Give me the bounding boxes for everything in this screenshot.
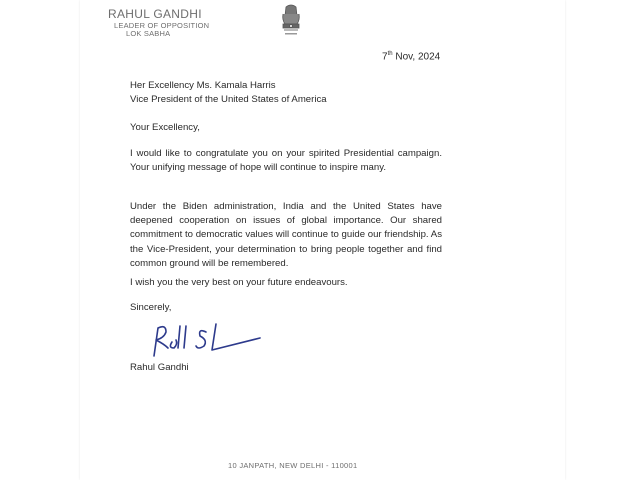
paragraph-3: I wish you the very best on your future endeavours.: [130, 277, 348, 288]
letterhead-footer-address: 10 JANPATH, NEW DELHI - 110001: [228, 461, 358, 470]
national-emblem-icon: [278, 4, 304, 44]
handwritten-signature: [144, 318, 262, 362]
closing: Sincerely,: [130, 302, 172, 313]
letterhead-house: LOK SABHA: [126, 29, 171, 39]
recipient-address: [130, 79, 442, 107]
salutation: Your Excellency,: [130, 122, 200, 133]
date-day: 7: [382, 51, 388, 63]
recipient-line-1: Her Excellency Ms. Kamala Harris: [130, 80, 276, 91]
letterhead: [108, 8, 209, 39]
paragraph-1: I would like to congratulate you on your spirited Presidential campaign. Your unifying message of hope will continue to inspire many.: [130, 148, 442, 174]
recipient-line-2: Vice President of the United States of America: [130, 94, 327, 106]
date-suffix: th: [387, 51, 393, 57]
date-rest: Nov, 2024: [392, 51, 441, 63]
letter-date: [382, 51, 440, 62]
signer-name: Rahul Gandhi: [130, 362, 189, 373]
paragraph-2: Under the Biden administration, India and the United States have deepened cooperation on issues of global importance. Our shared commitment to democratic values will continue to guide our friendship. As the Vice-President, your determination to bring people together and find common ground will be remembered.: [130, 201, 442, 269]
letterhead-name: RAHUL GANDHI: [108, 7, 202, 21]
letterhead-title: LEADER OF OPPOSITION: [114, 20, 210, 30]
